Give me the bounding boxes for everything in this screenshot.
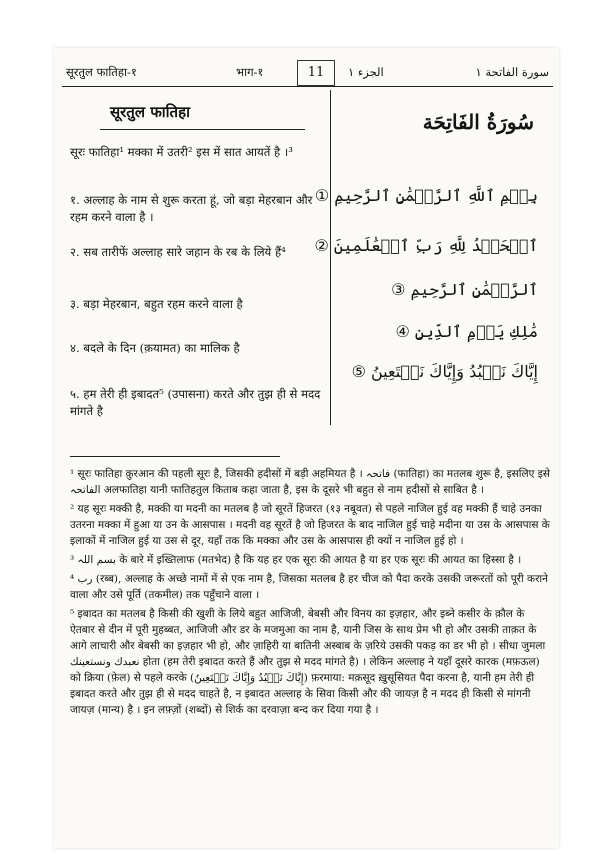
translation-verse-2: २. सब तारीफें अल्लाह सारे जहान के रब के लिये हैं⁴ (70, 245, 286, 259)
book-page (54, 48, 559, 848)
footnote-2: ² यह सूरः मक्की है, मक्की या मदनी का मतलब है जो सूरतें हिजरत (१३ नबूवत) से पहले नाजिल हुई वह मक्की हैं चाहे उनका उतरना मक्का में हुआ या उन के आसपास । मदनी वह सूरतें है जो हिजरत के बाद नाजिल हुई चाहे मदीना या उस के आसपास के इलाकों में नाजिल हुई या उस से दूर, यहाँ तक कि मक्का और उस के आसपास ही क्यों न नाजिल हुई हो । (70, 503, 550, 547)
header-part: भाग-१ (236, 65, 264, 79)
intro-paragraph: सूरः फातिहा¹ मक्का में उतरी² इस में सात आयतें है ।³ (70, 145, 293, 159)
translation-verse-3: ३. बड़ा मेहरबान, बहुत रहम करने वाला है (70, 297, 243, 311)
page-number: 11 (297, 60, 335, 86)
header-surah-name: सूरतुल फातिहा-१ (66, 65, 137, 79)
arabic-verse-2: ٱلۡحَمۡدُ لِلَّهِ رَبِّ ٱلۡعَٰلَمِينَ ② (314, 236, 538, 255)
footnote-5: ⁵ इबादत का मतलब है किसी की खुशी के लिये बहुत आजिजी, बेबसी और विनय का इज़हार, और इब्ने कसीर के क़ौल के ऐतबार से दीन में पूरी मुहब्बत, आजिजी और डर के मजमुआ का नाम है, यानी जिस के साथ प्रेम भी हो और उसकी ताक़त के आगे लाचारी और बेबसी का इज़हार भी हो, और ज़ाहिरी या बातिनी अस्बाब के ज़रिये उसकी पकड़ का डर भी हो । सीधा जुमला نعبدك ونستعينك होता (हम तेरी इबादत करते हैं और तुझ से मदद मांगते है) । लेकिन अल्लाह ने यहाँ दूसरे कारक (मफ़ऊल) को क्रिया (फ़ेल) से पहले करके (إِيَّاكَ نَعۡبُدُ وَإِيَّاكَ نَسۡتَعِينُ) फ़रमाया: मक़सूद ख़ुसूसियत पैदा करना है, यानी हम तेरी ही इबादत करते और तुझ ही से मदद चाहते है, न इबादत अल्लाह के सिवा किसी और की जायज़ है न मदद ही किसी से मांगनी जायज़ (मान्य) है । इन लफ़्ज़ों (शब्दों) से शिर्क का दरवाज़ा बन्द कर दिया गया है । (70, 608, 546, 716)
title-underline (100, 129, 305, 130)
surah-title-hindi: सूरतुल फातिहा (110, 103, 190, 121)
arabic-verse-3: ٱلرَّحۡمَٰنِ ٱلرَّحِيمِ ③ (391, 280, 538, 299)
arabic-verse-5: إِيَّاكَ نَعۡبُدُ وَإِيَّاكَ نَسۡتَعِينُ ⑤ (351, 362, 538, 381)
footnote-1: ¹ सूरः फातिहा क़ुरआन की पहली सूरः है, जिसकी हदीसों में बड़ी अहमियत है । فاتحہ (फातिहा) का मतलब शुरू है, इसलिए इसे الفاتحہ अलफातिहा यानी फातिहतुल किताब कहा जाता है, इस के दूसरे भी बहुत से नाम हदीसों से साबित है । (70, 468, 551, 496)
page-header (64, 60, 551, 86)
footnote-4: ⁴ رب (रब्ब), अल्लाह के अच्छे नामों में से एक नाम है, जिसका मतलब है हर चीज को पैदा करके उसकी जरूरतों को पूरी कराने वाला और उसे पूर्ति (तकमील) तक पहुँचाने वाला । (70, 573, 548, 601)
translation-verse-4: ४. बदले के दिन (क़यामत) का मालिक है (70, 341, 240, 355)
header-juz-arabic: الجزء ١ (348, 65, 384, 79)
column-divider (330, 90, 331, 425)
arabic-verse-1: بِسۡمِ ٱللَّهِ ٱلرَّحۡمَٰنِ ٱلرَّحِيمِ ① (314, 186, 538, 205)
footnotes (70, 466, 550, 721)
translation-verse-1: १. अल्लाह के नाम से शुरू करता हूं, जो बड़ा मेहरबान और रहम करने वाला है । (70, 193, 313, 224)
header-surah-arabic: سورة الفاتحة ١ (475, 65, 549, 79)
surah-title-arabic: سُورَةُ الفَاتِحَة (422, 110, 534, 134)
footnote-rule (70, 456, 280, 457)
footnote-3: ³ بسم اللہ के बारे में इख्तिलाफ (मतभेद) है कि यह हर एक सूरः की आयत है या हर एक सूरः की आयत का हिस्सा है । (70, 554, 522, 566)
translation-verse-5: ५. हम तेरी ही इबादत⁵ (उपासना) करते और तुझ ही से मदद मांगते है (70, 387, 321, 418)
header-rule (62, 86, 553, 87)
arabic-verse-4: مَٰلِكِ يَوۡمِ ٱلدِّينِ ④ (395, 322, 538, 341)
